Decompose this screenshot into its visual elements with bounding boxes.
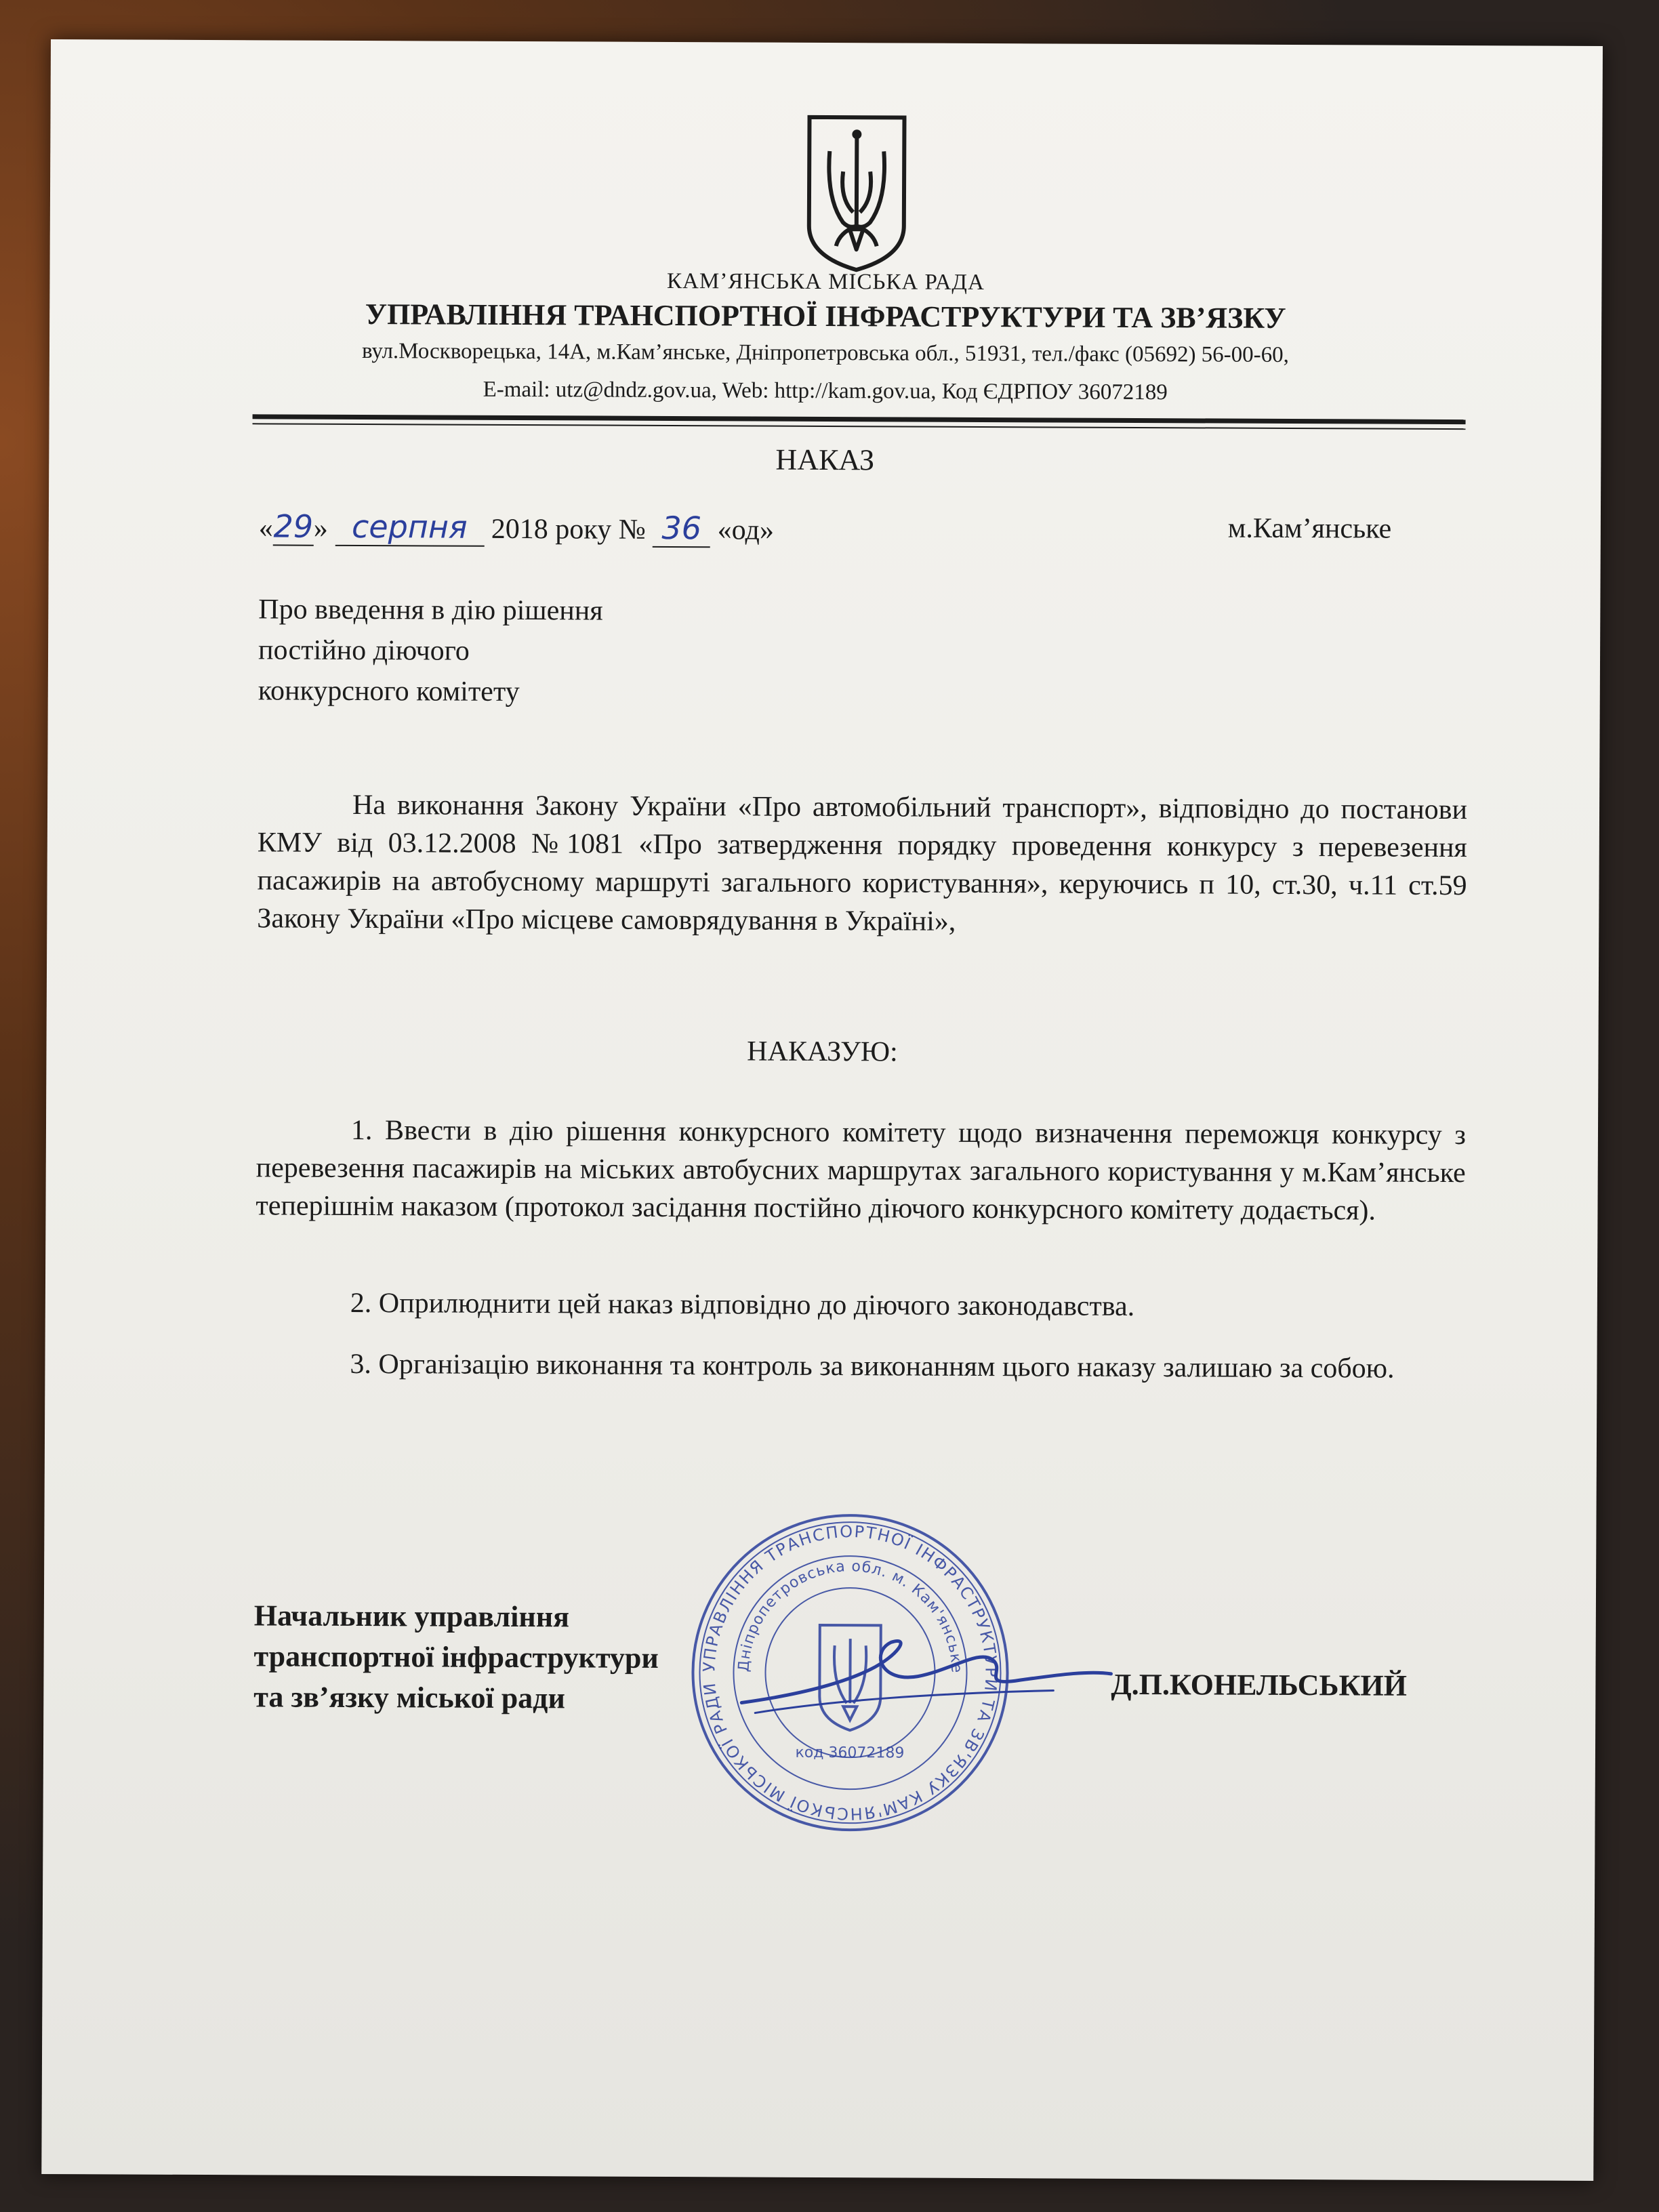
signatory-name: Д.П.КОНЕЛЬСЬКИЙ	[1111, 1667, 1408, 1702]
trident-icon	[802, 110, 912, 274]
document-page	[41, 39, 1603, 2181]
address-line: вул.Москворецька, 14А, м.Кам’янське, Дніпропетровська обл., 51931, тел./факс (05692) 56-00-60,	[361, 339, 1290, 367]
city: м.Кам’янське	[1227, 512, 1392, 545]
subject-line: постійно діючого	[258, 634, 470, 667]
council-name: КАМ’ЯНСЬКА МІСЬКА РАДА	[666, 268, 985, 295]
date-number-line	[259, 508, 774, 548]
department-name: УПРАВЛІННЯ ТРАНСПОРТНОЇ ІНФРАСТРУКТУРИ ТА ЗВ’ЯЗКУ	[365, 298, 1286, 335]
year-text: 2018 року №	[491, 513, 646, 546]
document-title: НАКАЗ	[775, 443, 875, 477]
position-line: Начальник управління	[253, 1599, 570, 1634]
stamp-inner-text: Дніпропетровська обл. м. Кам'янське	[735, 1558, 965, 1674]
order-item: 1. Ввести в дію рішення конкурсного комітету щодо визначення переможця конкурсу з перевезення пасажирів на міських автобусних маршрутах загального користування у м.Кам’янське теперішнім наказом (протокол засідання постійно діючого конкурсного комітету додається).	[255, 1114, 1467, 1227]
date-day-field: 29	[273, 508, 314, 546]
date-month-field: серпня	[335, 508, 484, 547]
header-divider	[253, 414, 1466, 424]
order-number-field: 36	[653, 510, 710, 548]
subject-line: конкурсного комітету	[258, 675, 520, 708]
contact-line: E-mail: utz@dndz.gov.ua, Web: http://kam.gov.ua, Код ЄДРПОУ 36072189	[483, 377, 1168, 405]
preamble-paragraph: На виконання Закону України «Про автомобільний транспорт», відповідно до постанови КМУ від 03.12.2008 №1081 «Про затвердження порядку проведення конкурсу з перевезення пасажирів на автобусному маршруті загального користування», керуючись п 10, ст.30, ч.11 ст.59 Закону України «Про місцеве самоврядування в Україні»,	[257, 789, 1468, 937]
stamp-outer-text: УПРАВЛІННЯ ТРАНСПОРТНОЇ ІНФРАСТРУКТУРИ ТА ЗВ'ЯЗКУ КАМ'ЯНСЬКОЇ МІСЬКОЇ РАДИ	[699, 1521, 1001, 1824]
order-number-suffix: «од»	[717, 514, 775, 546]
date-open-quote: «	[258, 512, 273, 544]
date-close-quote: »	[313, 512, 328, 544]
order-item: 2. Оприлюднити цей наказ відповідно до діючого законодавства.	[350, 1287, 1135, 1322]
signatory-position	[253, 1595, 659, 1719]
position-line: та зв’язку міської ради	[253, 1680, 565, 1715]
order-heading: НАКАЗУЮ:	[747, 1036, 898, 1068]
stamp-code-text: код 36072189	[795, 1744, 905, 1762]
header-divider-thin	[253, 423, 1466, 430]
subject	[258, 589, 603, 712]
handwritten-signature	[735, 1621, 1115, 1724]
subject-line: Про введення в дію рішення	[258, 594, 603, 627]
position-line: транспортної інфраструктури	[253, 1639, 659, 1675]
order-item: 3. Організацію виконання та контроль за виконанням цього наказу залишаю за собою.	[350, 1348, 1395, 1385]
